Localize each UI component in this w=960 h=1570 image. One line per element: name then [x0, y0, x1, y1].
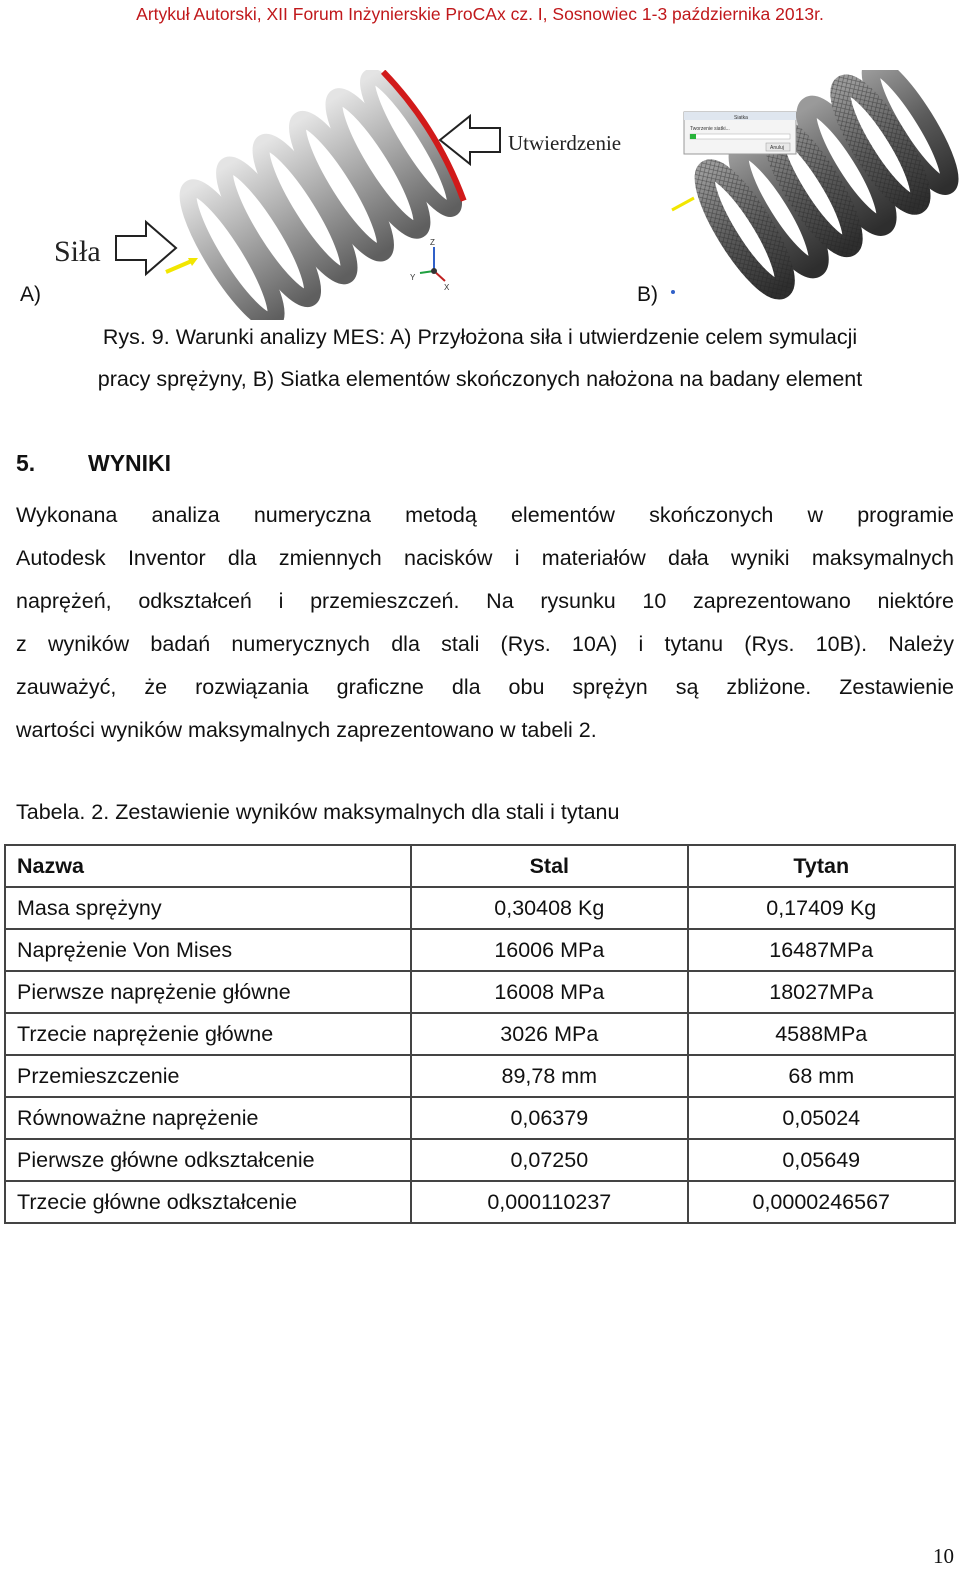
titanium-value: 0,17409 Kg [688, 887, 956, 929]
svg-text:Z: Z [430, 238, 435, 247]
paragraph-line: zauważyć, że rozwiązania graficzne dla obu sprężyn są zbliżone. Zestawienie [16, 675, 954, 699]
steel-spring-model [175, 70, 471, 320]
row-name: Pierwsze główne odkształcenie [5, 1139, 411, 1181]
steel-value: 89,78 mm [411, 1055, 687, 1097]
row-name: Naprężenie Von Mises [5, 929, 411, 971]
steel-value: 0,07250 [411, 1139, 687, 1181]
steel-value: 0,30408 Kg [411, 887, 687, 929]
table-row [5, 971, 955, 1013]
header-name: Nazwa [5, 845, 411, 887]
force-callout [54, 222, 198, 274]
svg-text:Tworzenie siatki...: Tworzenie siatki... [690, 126, 730, 132]
steel-value: 0,000110237 [411, 1181, 687, 1223]
mesh-progress-fill [690, 134, 696, 139]
row-name: Masa sprężyny [5, 887, 411, 929]
svg-text:Y: Y [410, 273, 416, 282]
steel-value: 0,06379 [411, 1097, 687, 1139]
table-caption: Tabela. 2. Zestawienie wyników maksymalnych dla stali i tytanu [16, 800, 620, 824]
page-number: 10 [933, 1544, 954, 1568]
paragraph-line: wartości wyników maksymalnych zaprezentowano w tabeli 2. [16, 718, 597, 742]
svg-text:Anuluj: Anuluj [770, 145, 784, 151]
row-name: Przemieszczenie [5, 1055, 411, 1097]
fixture-arrow-icon [440, 116, 500, 164]
section-number: 5. [16, 450, 36, 476]
fixture-label: Utwierdzenie [508, 131, 622, 155]
paragraph-line: Autodesk Inventor dla zmiennych nacisków i materiałów dała wyniki maksymalnych [16, 546, 954, 570]
figure-caption-line-2: pracy sprężyny, B) Siatka elementów skończonych nałożona na badany element [97, 367, 863, 391]
table-row [5, 1097, 955, 1139]
figure-9 [0, 70, 960, 320]
force-vector-icon [672, 198, 694, 210]
mesh-progress-dialog [684, 112, 796, 154]
row-name: Trzecie naprężenie główne [5, 1013, 411, 1055]
fixture-callout [440, 116, 621, 164]
table-row [5, 1013, 955, 1055]
titanium-value: 16487MPa [688, 929, 956, 971]
titanium-value: 0,05649 [688, 1139, 956, 1181]
results-table [4, 844, 956, 1224]
paragraph-line: z wyników badań numerycznych dla stali (Rys. 10A) i tytanu (Rys. 10B). Należy [16, 632, 954, 656]
figure-caption-line-1: Rys. 9. Warunki analizy MES: A) Przyłożona siła i utwierdzenie celem symulacji [102, 325, 858, 349]
force-vector-icon [166, 260, 194, 272]
section-title: WYNIKI [88, 450, 172, 476]
axis-triad-icon [410, 238, 450, 292]
row-name: Trzecie główne odkształcenie [5, 1181, 411, 1223]
header-titanium: Tytan [688, 845, 956, 887]
meshed-spring-model [671, 70, 960, 298]
steel-value: 16008 MPa [411, 971, 687, 1013]
row-name: Równoważne naprężenie [5, 1097, 411, 1139]
force-label: Siła [54, 235, 101, 268]
results-paragraph [16, 494, 954, 752]
titanium-value: 68 mm [688, 1055, 956, 1097]
figure-label-b: B) [637, 283, 658, 306]
figure-label-a: A) [20, 283, 41, 306]
paragraph-line: naprężeń, odkształceń i przemieszczeń. Na rysunku 10 zaprezentowano niektóre [16, 589, 954, 613]
section-heading [16, 450, 171, 477]
table-row [5, 1181, 955, 1223]
table-row [5, 887, 955, 929]
table-row [5, 1139, 955, 1181]
header-steel: Stal [411, 845, 687, 887]
table-row [5, 1055, 955, 1097]
table-row [5, 929, 955, 971]
titanium-value: 18027MPa [688, 971, 956, 1013]
row-name: Pierwsze naprężenie główne [5, 971, 411, 1013]
paragraph-line: Wykonana analiza numeryczna metodą elementów skończonych w programie [16, 503, 954, 527]
steel-value: 16006 MPa [411, 929, 687, 971]
running-header: Artykuł Autorski, XII Forum Inżynierskie ProCAx cz. I, Sosnowiec 1-3 października 2013r. [136, 4, 824, 24]
titanium-value: 0,05024 [688, 1097, 956, 1139]
svg-text:Siatka: Siatka [734, 115, 748, 121]
figure-9-illustration [0, 70, 960, 320]
svg-text:X: X [444, 283, 450, 292]
table-header-row [5, 845, 955, 887]
titanium-value: 0,0000246567 [688, 1181, 956, 1223]
steel-value: 3026 MPa [411, 1013, 687, 1055]
force-arrow-icon [116, 222, 176, 274]
titanium-value: 4588MPa [688, 1013, 956, 1055]
